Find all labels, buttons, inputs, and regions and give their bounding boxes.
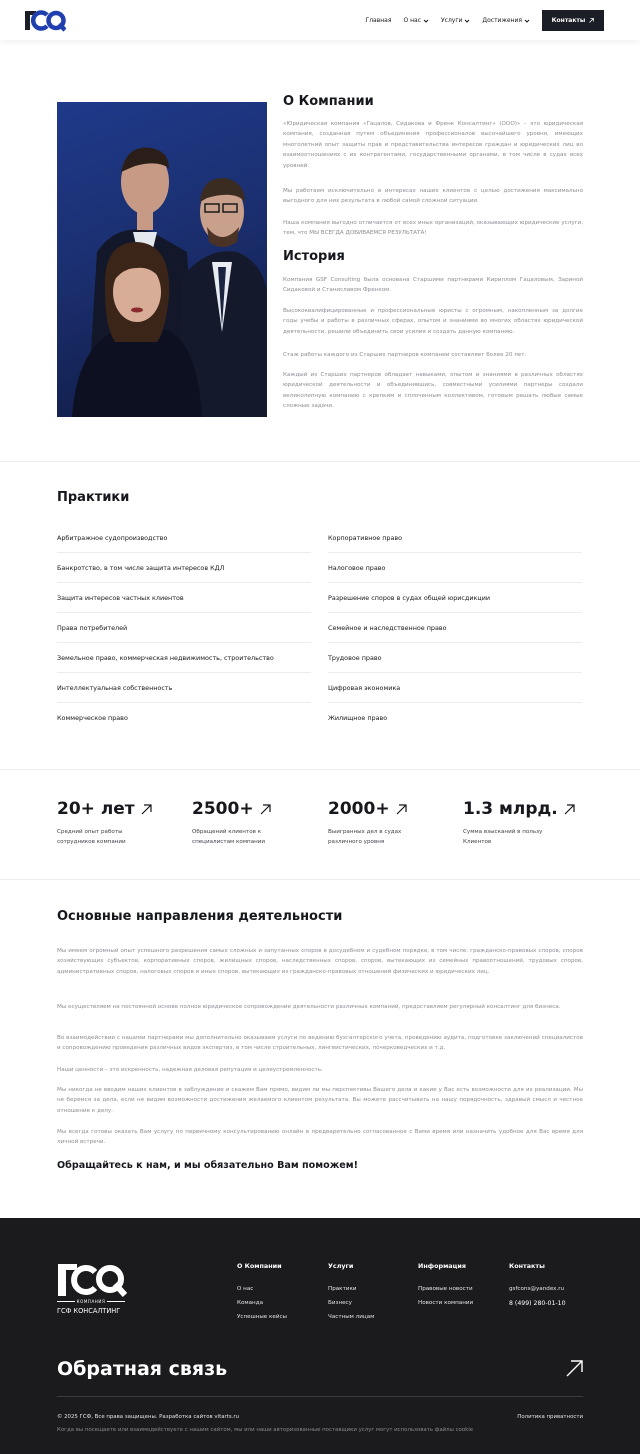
site-header bbox=[0, 0, 640, 40]
footer-link[interactable]: Успешные кейсы bbox=[237, 1314, 287, 1320]
practice-item[interactable]: Цифровая экономика bbox=[328, 673, 582, 703]
stat-caption: Средний опыт работы сотрудников компании bbox=[57, 829, 126, 845]
stat-value-text: 20+ лет bbox=[57, 799, 135, 819]
directions-paragraph: Наши ценности – это искренность, надежная деловая репутация и целеустремленность. bbox=[57, 1067, 323, 1073]
footer-logo-caption-small: КОМПАНИЯ bbox=[76, 1299, 106, 1304]
stat-value bbox=[57, 799, 152, 819]
footer-column-title: Информация bbox=[418, 1262, 466, 1270]
footer-link[interactable]: Частным лицам bbox=[328, 1314, 375, 1320]
call-to-action: Обращайтесь к нам, и мы обязательно Вам поможем! bbox=[57, 1160, 358, 1171]
logo-rule bbox=[57, 1301, 75, 1302]
stat-value bbox=[328, 799, 407, 819]
practice-item[interactable]: Коммерческое право bbox=[57, 714, 128, 722]
practice-item[interactable]: Земельное право, коммерческая недвижимость, строительство bbox=[57, 643, 311, 673]
footer-link[interactable]: О нас bbox=[237, 1286, 254, 1292]
practice-item[interactable]: Семейное и наследственное право bbox=[328, 613, 582, 643]
practice-item[interactable]: Защита интересов частных клиентов bbox=[57, 583, 311, 613]
history-paragraph: Каждый из Старших партнеров обладает навыками, опытом и знаниями в различных областях юридической деятельности и объединившись, совместными усилиями партнеры создали великолепную компанию с крепким и сплоченным коллективом, готовым решать любые самые сложные задачи. bbox=[283, 372, 583, 410]
nav-item-label: Услуги bbox=[441, 17, 463, 24]
arrow-up-right-icon bbox=[564, 804, 575, 815]
footer-phone-link[interactable]: 8 (499) 280-01-10 bbox=[509, 1300, 566, 1307]
chevron-down-icon bbox=[524, 18, 530, 24]
footer-email-link[interactable]: gsfcons@yandex.ru bbox=[509, 1286, 565, 1292]
history-paragraph: Высококвалифицированные и профессиональные юристы с огромным, накопленным за долгие годы учебы и работы в различных сферах, опытом и знаниями во многих областях юридической деятельности, решили объединить свои усилия и создать данную компанию. bbox=[283, 308, 583, 335]
footer-logo-caption-row bbox=[57, 1299, 125, 1304]
stat-caption: Выигранных дел в судах различного уровня bbox=[328, 829, 402, 845]
arrow-up-right-icon bbox=[396, 804, 407, 815]
about-title: О Компании bbox=[283, 94, 374, 109]
stat-caption: Сумма взысканий в пользу Клиентов bbox=[463, 829, 543, 845]
footer-logo-mark bbox=[57, 1262, 127, 1298]
stat-value-text: 1.3 млрд. bbox=[463, 799, 558, 819]
nav-item-label: Достижения bbox=[482, 17, 522, 24]
nav-item-services[interactable] bbox=[441, 17, 470, 24]
section-divider bbox=[0, 461, 640, 462]
cookie-notice: Когда вы посещаете или взаимодействуете с нашим сайтом, мы или наши авторизованные поставщики услуг могут использовать файлы cookie bbox=[57, 1427, 474, 1433]
practice-item[interactable]: Права потребителей bbox=[57, 613, 311, 643]
practice-item[interactable]: Трудовое право bbox=[328, 643, 582, 673]
footer-column-title: Услуги bbox=[328, 1262, 354, 1270]
logo-rule bbox=[107, 1301, 125, 1302]
nav-item-achievements[interactable] bbox=[482, 17, 530, 24]
site-footer bbox=[0, 1218, 640, 1454]
directions-paragraph: Мы никогда не вводим наших клиентов в заблуждение и скажем Вам прямо, видим ли мы перспективы Вашего дела и какие у Вас есть возможности для их реализации. Мы не беремся за дела, если не видим возможности достижения желаемого клиентом результата. Вы можете рассчитывать на нашу порядочность, здравый смысл и честное отношение к делу. bbox=[57, 1087, 583, 1114]
arrow-up-right-icon bbox=[141, 804, 152, 815]
nav-item-label: Главная bbox=[365, 17, 392, 24]
practice-item[interactable]: Корпоративное право bbox=[328, 523, 582, 553]
stat-value-text: 2500+ bbox=[192, 799, 254, 819]
section-divider bbox=[0, 769, 640, 770]
footer-logo[interactable] bbox=[57, 1262, 127, 1317]
practice-item[interactable]: Жилищное право bbox=[328, 714, 388, 722]
directions-paragraph: Мы имеем огромный опыт успешного разрешения самых сложных и запутанных споров в досудебном и судебном порядке, в том числе: гражданско-правовых споров, споров хозяйствующих субъектов, корпоративных споров, жилищных споров, наследственных споров, споров, вытекающих из семейных правоотношений, трудовых споров, административных споров, налоговых споров и иных споров, вытекающих из гражданско-правовых отношений физических и юридических лиц. bbox=[57, 948, 583, 975]
footer-column-title: О Компании bbox=[237, 1262, 282, 1270]
footer-link[interactable]: Практики bbox=[328, 1286, 357, 1292]
privacy-link[interactable]: Политика приватности bbox=[517, 1414, 583, 1420]
arrow-up-right-icon bbox=[589, 18, 594, 23]
history-paragraph: Компания GSF Consulting была основана Старшими партнерами Кириллом Гацаловым, Зариной Сидаковой и Станиславом Френком. bbox=[283, 277, 583, 294]
contacts-button-label: Контакты bbox=[551, 17, 586, 24]
directions-paragraph: Мы осуществляем на постоянной основе полное юридическое сопровождение деятельности различных компаний, предоставляем регулярный консалтинг для бизнеса. bbox=[57, 1004, 561, 1010]
history-paragraph: Стаж работы каждого из Старших партнеров компании составляет более 20 лет. bbox=[283, 352, 527, 358]
stat-value bbox=[192, 799, 271, 819]
practice-item[interactable]: Налоговое право bbox=[328, 553, 582, 583]
section-divider bbox=[0, 879, 640, 880]
footer-link[interactable]: Новости компании bbox=[418, 1300, 474, 1306]
nav-item-home[interactable] bbox=[366, 17, 392, 24]
practice-item[interactable]: Разрешение споров в судах общей юрисдикции bbox=[328, 583, 582, 613]
practice-item[interactable]: Интеллектуальная собственность bbox=[57, 673, 311, 703]
copyright: © 2025 ГСФ, Все права защищены. Разработка сайтов vitarts.ru bbox=[57, 1414, 240, 1420]
about-paragraph: Наша компания выгодно отличается от всех иных организаций, оказывающих юридические услуги, тем, что МЫ ВСЕГДА ДОБИВАЕМСЯ РЕЗУЛЬТАТА! bbox=[283, 220, 583, 237]
arrow-up-right-icon[interactable] bbox=[566, 1360, 583, 1377]
chevron-down-icon bbox=[423, 18, 429, 24]
company-logo[interactable] bbox=[24, 9, 66, 32]
stat-value bbox=[463, 799, 575, 819]
contacts-button[interactable] bbox=[542, 10, 604, 31]
footer-divider bbox=[57, 1396, 583, 1397]
history-title: История bbox=[283, 249, 345, 264]
partners-photo bbox=[57, 102, 267, 417]
practices-title: Практики bbox=[57, 490, 130, 505]
footer-column-title: Контакты bbox=[509, 1262, 545, 1270]
nav-item-about[interactable] bbox=[403, 17, 429, 24]
footer-link[interactable]: Команда bbox=[237, 1300, 263, 1306]
about-paragraph: Мы работаем исключительно в интересах наших клиентов с целью достижения максимально выгодного для них результата в любой самой сложной ситуации. bbox=[283, 188, 583, 205]
feedback-heading[interactable]: Обратная связь bbox=[57, 1358, 228, 1380]
directions-paragraph: Во взаимодействии с нашими партнерами мы дополнительно оказываем услуги по ведению бухгалтерского учета, проведению аудита, подготовке заключений специалистов и сопровождению проведения различных видов экспертиз, в том числе строительных, лингвистических, почерковедческих и т.д. bbox=[57, 1035, 583, 1052]
partners-photo-illustration bbox=[57, 102, 267, 417]
about-paragraph: «Юридическая компания «Гацалов, Сидакова и Френк Консалтинг» (ООО)» – это юридическая компания, созданная путем объединения профессионалов высочайшего уровня, имеющих многолетний опыт защиты прав и представительства интересов граждан и юридических лиц во взаимоотношениях с их контрагентами, государственными органами, в том числе в судах всех уровней. bbox=[283, 121, 583, 169]
nav-item-label: О нас bbox=[403, 17, 421, 24]
footer-link[interactable]: Правовые новости bbox=[418, 1286, 473, 1292]
arrow-up-right-icon bbox=[260, 804, 271, 815]
stat-caption: Обращений клиентов к специалистам компании bbox=[192, 829, 266, 845]
directions-title: Основные направления деятельности bbox=[57, 909, 343, 924]
directions-paragraph: Мы всегда готовы оказать Вам услугу по первичному консультированию онлайн в предварительно согласованное с Вами время или назначить удобное для Вас время для личной встречи. bbox=[57, 1129, 583, 1146]
main-nav bbox=[366, 10, 604, 31]
chevron-down-icon bbox=[464, 18, 470, 24]
practice-item[interactable]: Банкротство, в том числе защита интересов КДЛ bbox=[57, 553, 311, 583]
stat-value-text: 2000+ bbox=[328, 799, 390, 819]
footer-logo-caption: ГСФ КОНСАЛТИНГ bbox=[57, 1307, 121, 1315]
practice-item[interactable]: Арбитражное судопроизводство bbox=[57, 523, 311, 553]
footer-link[interactable]: Бизнесу bbox=[328, 1300, 352, 1306]
